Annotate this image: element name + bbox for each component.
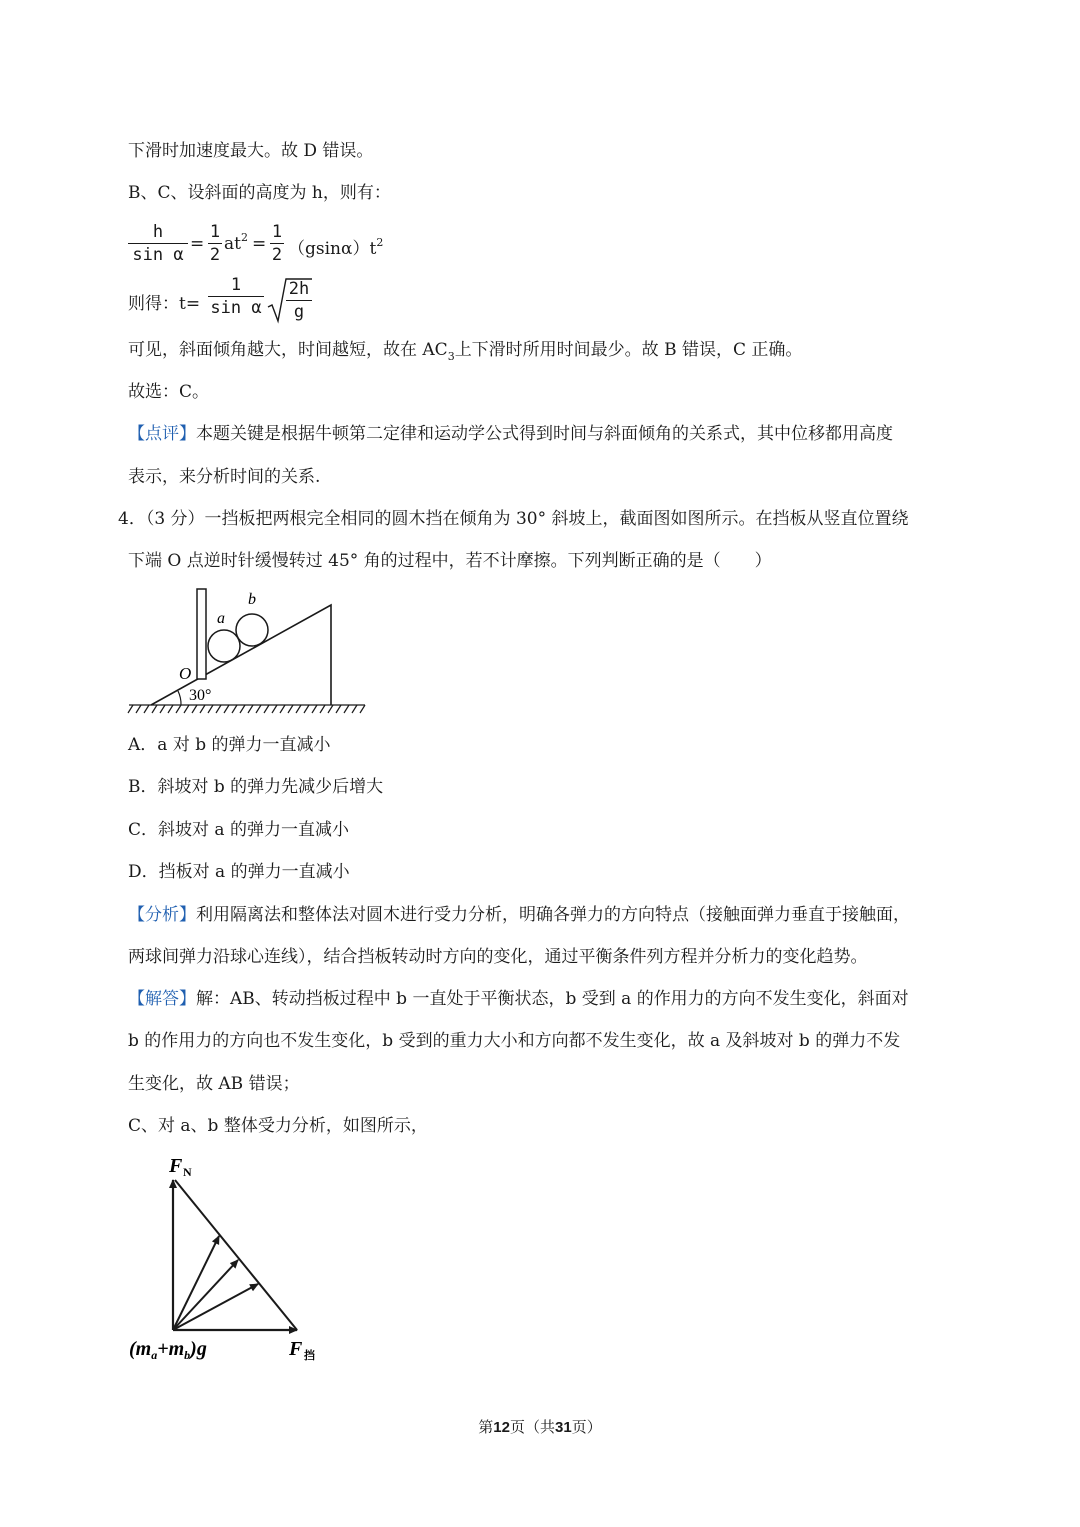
option-a: A．a 对 b 的弹力一直减小 [128,735,331,755]
rotating-force-arrow-1 [173,1236,219,1330]
equation-1 [128,222,528,272]
line-2: B、C、设斜面的高度为 h，则有： [128,183,391,203]
label-FN: F [169,1155,183,1177]
option-c: C．斜坡对 a 的弹力一直减小 [128,820,349,840]
rotating-force-arrow-2 [173,1260,238,1330]
rotating-force-arrow-3 [173,1284,258,1330]
analysis-line-1: 【分析】利用隔离法和整体法对圆木进行受力分析，明确各弹力的方向特点（接触面弹力垂直于接触面， [128,905,910,925]
fraction-1-sin: 1 sin α [208,275,264,318]
label-FN-sub: N [183,1165,192,1179]
label-weight: $(m_a+m_b)g$ [129,1338,207,1362]
then-label: 则得：t= [128,294,201,314]
comment-line-2: 表示，来分析时间的关系. [128,467,321,487]
slope-outline [151,605,331,705]
at-squared: $at^2$ [224,231,248,254]
angle-arc [178,691,181,705]
option-d: D．挡板对 a 的弹力一直减小 [128,862,350,882]
option-b: B．斜坡对 b 的弹力先减少后增大 [128,777,384,797]
solution-line-4: C、对 a、b 整体受力分析，如图所示， [128,1116,428,1136]
gsin-term: $(gsin\alpha)t^2$ [288,236,384,259]
solution-line-1: 【解答】解：AB、转动挡板过程中 b 一直处于平衡状态，b 受到 a 的作用力的方向不发生变化，斜面对 [128,989,909,1009]
equation-2 [128,275,528,327]
line-6: 故选：C。 [128,382,210,402]
label-F-baffle: F [289,1338,303,1360]
question-4-line-1: 4．（3 分）一挡板把两根完全相同的圆木挡在倾角为 30° 斜坡上，截面图如图所示。在挡板从竖直位置绕 [118,509,909,529]
log-a [208,630,240,662]
line-5: 可见，斜面倾角越大，时间越短，故在 $AC_3$上下滑时所用时间最少。故 B 错误，C 正确。 [128,340,803,363]
label-F-baffle-sub: 挡 [304,1350,315,1362]
fraction-2h-g: 2h g [286,279,312,322]
fraction-half: 1 2 [271,222,283,265]
analysis-line-2: 两球间弹力沿球心连线），结合挡板转动时方向的变化，通过平衡条件列方程并分析力的变化趋势。 [128,947,868,967]
equals-sign: = [252,234,267,254]
force-triangle-figure [125,1148,335,1368]
page-footer: 第12页（共31页） [478,1418,602,1436]
slope-figure [125,585,370,720]
ground-hatch [128,705,365,713]
question-4-line-2: 下端 O 点逆时针缓慢转过 45° 角的过程中，若不计摩擦。下列判断正确的是（ ） [128,551,772,571]
baffle-board [197,589,206,679]
label-a: a [217,610,225,627]
comment-line-1: 【点评】本题关键是根据牛顿第二定律和运动学公式得到时间与斜面倾角的关系式，其中位移都用高度 [128,424,893,444]
log-b [236,614,268,646]
label-b: b [248,591,256,608]
label-angle: 30° [189,687,212,704]
line-1: 下滑时加速度最大。故 D 错误。 [128,141,374,161]
label-O: O [179,664,192,683]
solution-line-2: b 的作用力的方向也不发生变化，b 受到的重力大小和方向都不发生变化，故 a 及斜坡对 b 的弹力不发 [128,1031,901,1051]
equals-sign: = [190,234,205,254]
solution-line-3: 生变化，故 AB 错误； [128,1074,300,1094]
fraction-h-sin: h sin α [128,222,188,265]
fraction-half: 1 2 [209,222,221,265]
